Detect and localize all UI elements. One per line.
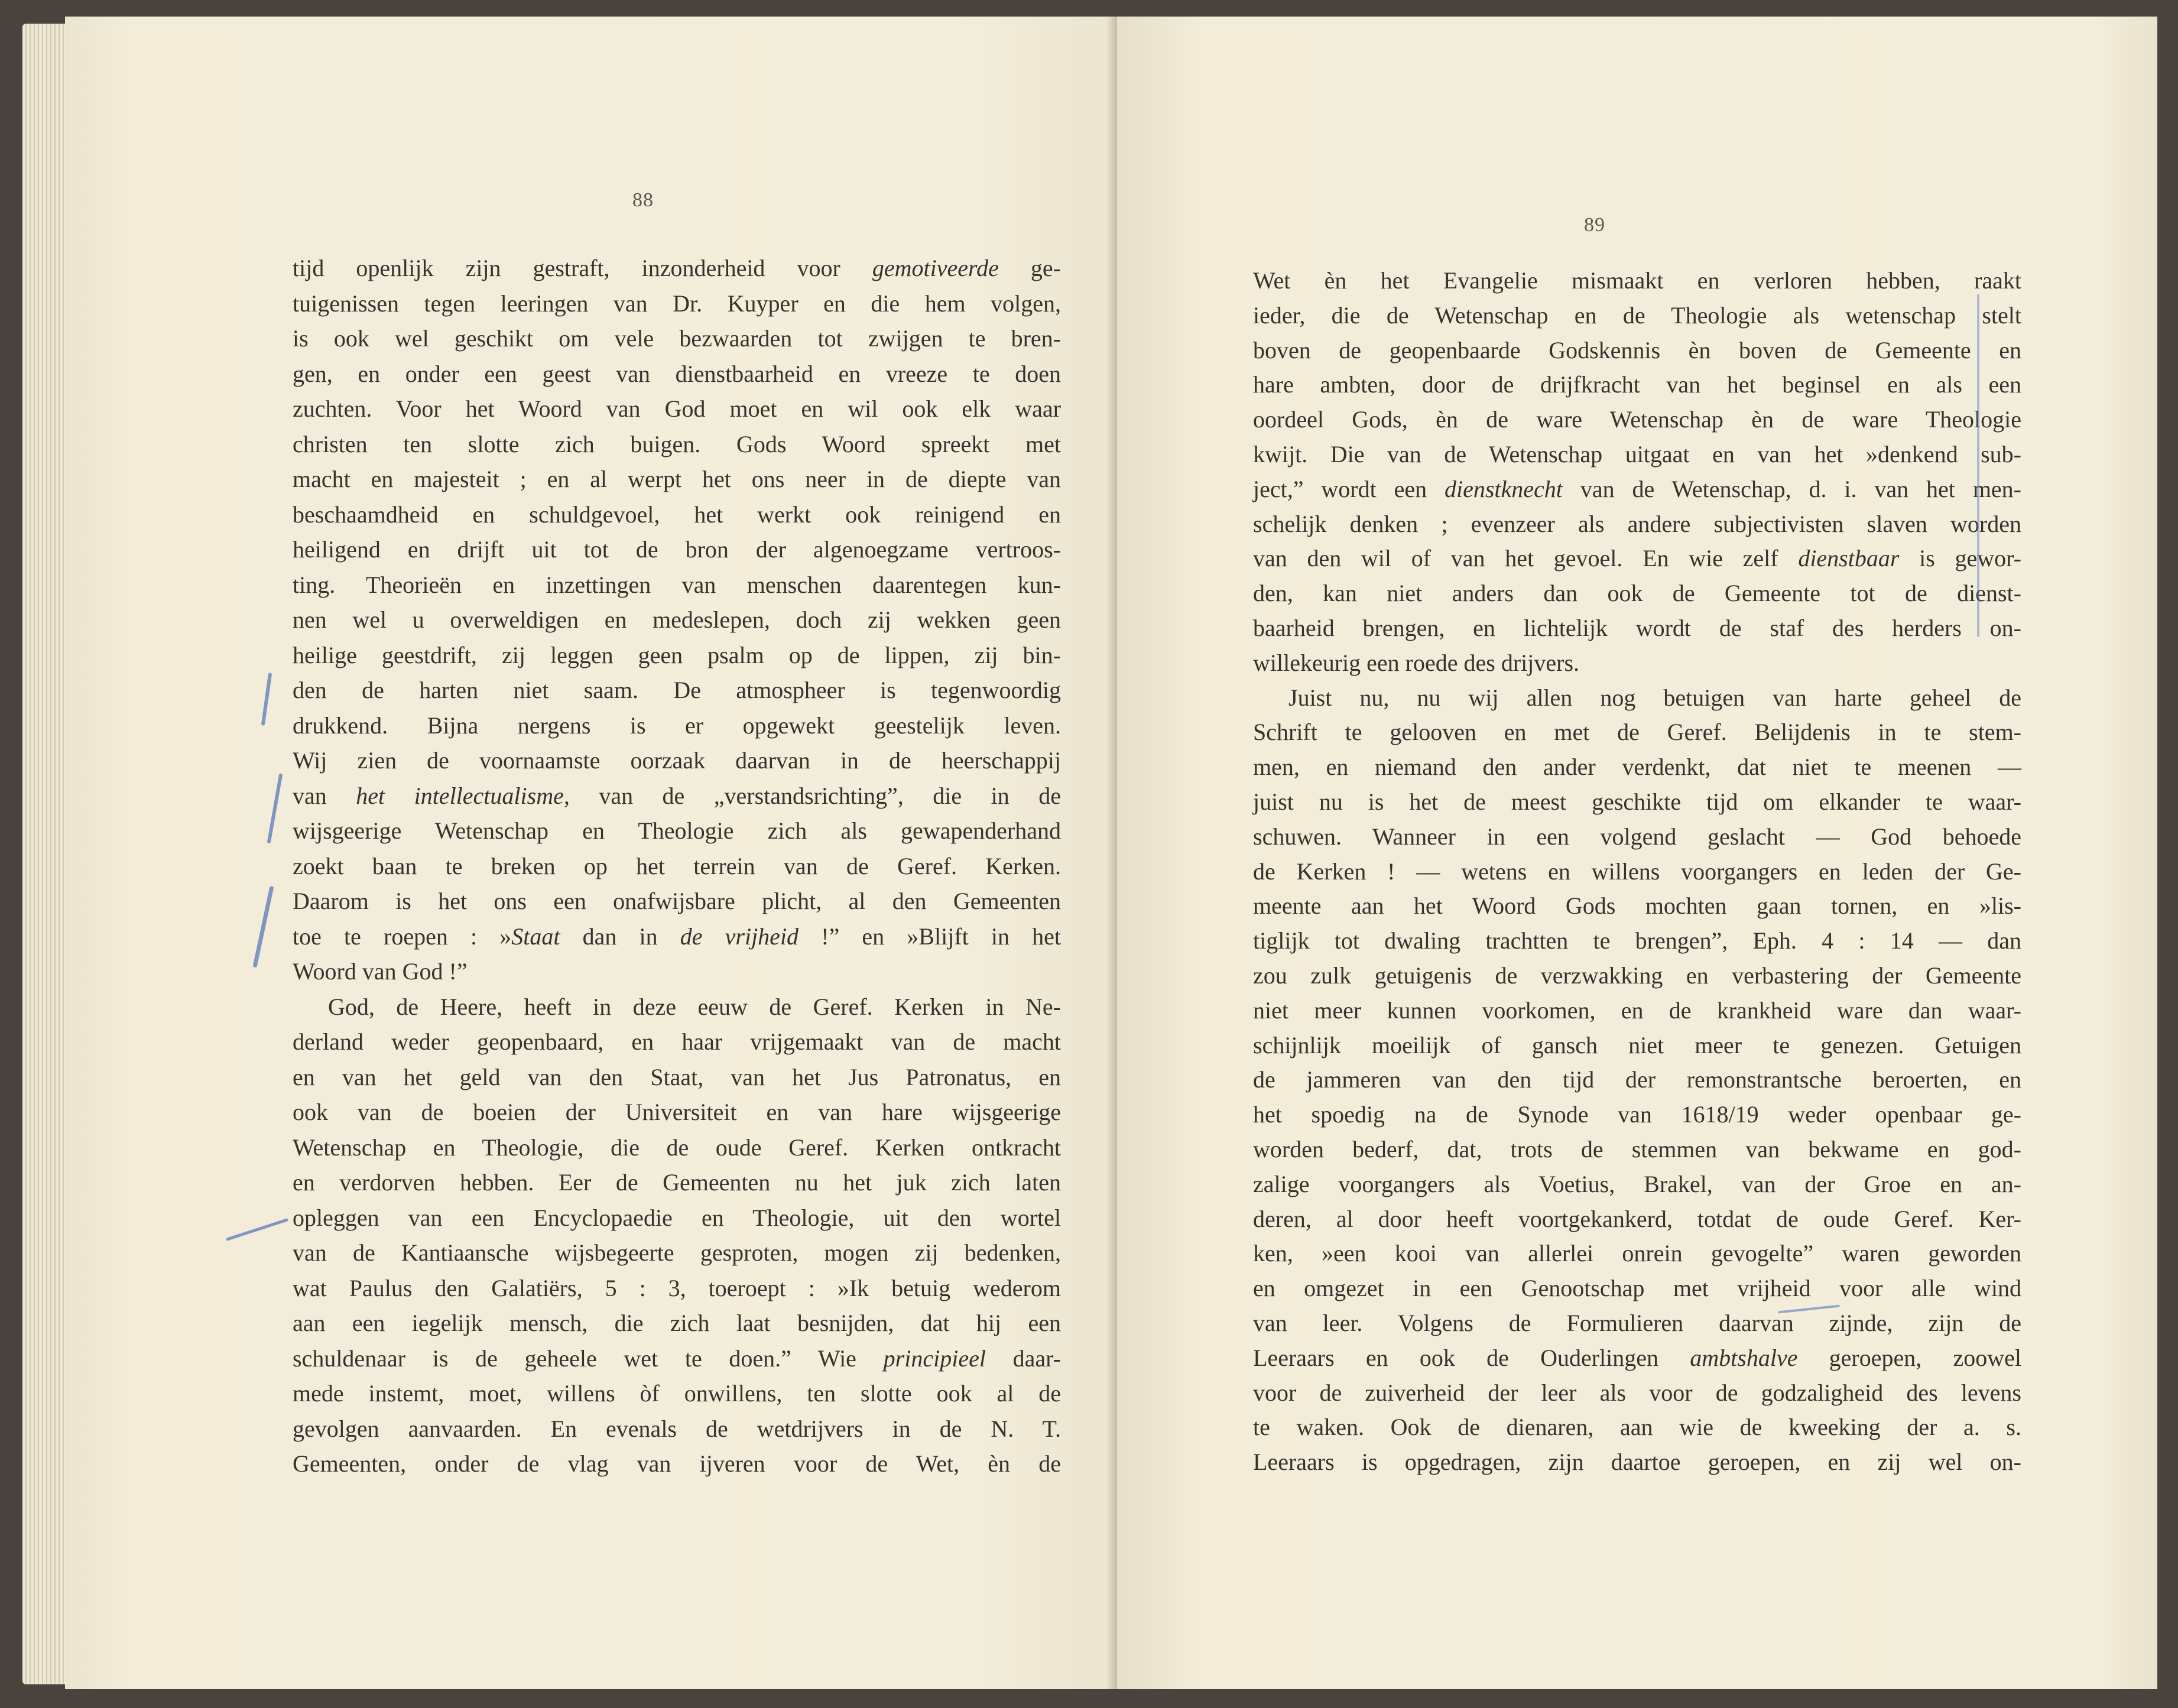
text-segment: en van het geld van den Staat, van het Jus Patronatus, en (293, 1063, 1061, 1090)
text-segment: gevolgen aanvaarden. En evenals de wetdrijvers in de N. T. (293, 1415, 1061, 1442)
page-number-left: 88 (632, 189, 654, 211)
text-line (293, 497, 1061, 532)
text-segment: tuigenissen tegen leeringen van Dr. Kuyper en die hem volgen, (293, 290, 1061, 317)
text-segment: christen ten slotte zich buigen. Gods Woord spreekt met (293, 430, 1061, 457)
text-segment: Wij zien de voornaamste oorzaak daarvan in de heerschappij (293, 747, 1061, 774)
text-line (1253, 1202, 2021, 1237)
text-segment: oordeel Gods, èn de ware Wetenschap èn de ware Theologie (1253, 406, 2021, 433)
text-segment: het spoedig na de Synode van 1618/19 weder openbaar ge- (1253, 1101, 2021, 1128)
pencil-mark (261, 673, 272, 726)
text-segment: van leer. Volgens de Formulieren daarvan zijnde, zijn de (1253, 1309, 2021, 1336)
text-segment: boven de geopenbaarde Godskennis èn boven de Gemeente en (1253, 336, 2021, 363)
text-line (293, 1130, 1061, 1165)
text-segment: Leeraars is opgedragen, zijn daartoe geroepen, en zij wel on- (1253, 1449, 2021, 1476)
text-segment: tiglijk tot dwaling trachtten te brengen”, Eph. 4 : 14 — dan (1253, 927, 2021, 954)
text-segment: is gewor- (1899, 545, 2021, 572)
text-line (1253, 646, 2021, 681)
text-line (1253, 264, 2021, 298)
text-segment: de Kerken ! — wetens en willens voorgangers en leden der Ge- (1253, 858, 2021, 885)
text-segment: ken, »een kooi van allerlei onrein gevogelte” waren geworden (1253, 1240, 2021, 1267)
text-line (293, 567, 1061, 603)
text-segment: ieder, die de Wetenschap en de Theologie als wetenschap stelt (1253, 301, 2021, 329)
text-line (293, 1095, 1061, 1130)
text-line (293, 1341, 1061, 1376)
text-segment: zalige voorgangers als Voetius, Brakel, van der Groe en an- (1253, 1170, 2021, 1197)
text-line (293, 356, 1061, 392)
text-line (1253, 820, 2021, 855)
text-segment: heilige geestdrift, zij leggen geen psalm op de lippen, zij bin- (293, 641, 1061, 668)
text-line (1253, 855, 2021, 889)
text-segment: Woord van God !” (293, 958, 468, 985)
pencil-mark (253, 886, 274, 967)
text-segment: kwijt. Die van de Wetenschap uitgaat en van het »denkend sub- (1253, 440, 2021, 467)
text-line (293, 638, 1061, 673)
text-line (1253, 1271, 2021, 1306)
text-segment: hare ambten, door de drijfkracht van het beginsel en als een (1253, 371, 2021, 398)
left-page (65, 17, 1117, 1689)
text-segment: wijsgeerige Wetenschap en Theologie zich als gewapenderhand (293, 817, 1061, 844)
text-line (293, 673, 1061, 708)
italic-text: dienstbaar (1798, 545, 1900, 572)
text-segment: van de „verstandsrichting”, die in de (569, 782, 1061, 809)
text-segment: ook van de boeien der Universiteit en van hare wijsgeerige (293, 1099, 1061, 1125)
text-line (293, 778, 1061, 814)
text-segment: zoekt baan te breken op het terrein van de Geref. Kerken. (293, 852, 1061, 879)
text-segment: ject,” wordt een (1253, 475, 1445, 502)
text-line (1253, 576, 2021, 611)
text-line (293, 919, 1061, 954)
text-line (293, 1306, 1061, 1341)
pencil-mark (226, 1218, 288, 1241)
text-line (1253, 333, 2021, 368)
text-line (293, 1165, 1061, 1200)
text-line (293, 1235, 1061, 1271)
text-segment: en verdorven hebben. Eer de Gemeenten nu het juk zich laten (293, 1169, 1061, 1196)
text-line (1253, 1132, 2021, 1167)
text-line (293, 391, 1061, 427)
text-segment: van den wil of van het gevoel. En wie zelf (1253, 545, 1799, 572)
text-segment: deren, al door heeft voortgekankerd, totdat de oude Geref. Ker- (1253, 1205, 2021, 1232)
text-line (1253, 1445, 2021, 1480)
text-line (1253, 1236, 2021, 1271)
text-line (293, 708, 1061, 743)
text-segment: tijd openlijk zijn gestraft, inzonderheid voor (293, 255, 872, 281)
pencil-mark (267, 773, 283, 843)
text-line (1253, 681, 2021, 716)
text-segment: daar- (985, 1345, 1061, 1372)
text-segment: zuchten. Voor het Woord van God moet en wil ook elk waar (293, 395, 1061, 422)
text-segment: Wetenschap en Theologie, die de oude Geref. Kerken ontkracht (293, 1134, 1061, 1161)
text-line (1253, 993, 2021, 1028)
italic-text: principieel (883, 1345, 986, 1372)
text-segment: aan een iegelijk mensch, die zich laat besnijden, dat hij een (293, 1310, 1061, 1336)
text-line (293, 1271, 1061, 1306)
text-segment: den, kan niet anders dan ook de Gemeente tot de dienst- (1253, 580, 2021, 607)
text-segment: God, de Heere, heeft in deze eeuw de Geref. Kerken in Ne- (328, 993, 1061, 1020)
text-segment: niet meer kunnen voorkomen, en de krankheid ware dan waar- (1253, 996, 2021, 1024)
text-line (293, 286, 1061, 322)
text-line (293, 532, 1061, 567)
italic-text: de vrijheid (680, 923, 799, 950)
text-segment: van de Wetenschap, d. i. van het men- (1562, 475, 2021, 502)
text-segment: geroepen, zoowel (1797, 1344, 2022, 1371)
text-segment: meente aan het Woord Gods mochten gaan tornen, en »lis- (1253, 892, 2021, 920)
text-line (1253, 1028, 2021, 1063)
text-segment: schuldenaar is de geheele wet te doen.” Wie (293, 1345, 884, 1372)
text-line (293, 1024, 1061, 1060)
text-segment: de jammeren van den tijd der remonstrantsche beroerten, en (1253, 1066, 2021, 1093)
text-segment: !” en »Blijft in het (799, 923, 1062, 950)
text-segment: juist nu is het de meest geschikte tijd om elkander te waar- (1253, 788, 2021, 815)
text-line (1253, 1306, 2021, 1341)
text-segment: voor de zuiverheid der leer als voor de godzaligheid des levens (1253, 1379, 2021, 1406)
text-segment: toe te roepen : » (293, 923, 512, 950)
text-line (1253, 1167, 2021, 1202)
text-segment: mede instemt, moet, willens òf onwillens, ten slotte ook al de (293, 1380, 1061, 1407)
text-line (293, 989, 1061, 1025)
text-line (1253, 611, 2021, 646)
text-segment: den de harten niet saam. De atmospheer is tegenwoordig (293, 677, 1061, 703)
text-line (1253, 785, 2021, 820)
text-segment: zou zulk getuigenis de verzwakking en verbastering der Gemeente (1253, 962, 2021, 989)
text-line (293, 1411, 1061, 1447)
italic-text: ambtshalve (1690, 1344, 1798, 1371)
text-segment: macht en majesteit ; en al werpt het ons neer in de diepte van (293, 466, 1061, 492)
text-line (293, 462, 1061, 497)
text-segment: men, en niemand den ander verdenkt, dat niet te meenen — (1253, 754, 2021, 781)
text-line (293, 1060, 1061, 1095)
text-line (1253, 437, 2021, 472)
text-segment: willekeurig een roede des drijvers. (1253, 649, 1580, 676)
text-line (1253, 472, 2021, 507)
text-line (1253, 750, 2021, 785)
text-segment: Juist nu, nu wij allen nog betuigen van harte geheel de (1288, 684, 2021, 711)
text-segment: beschaamdheid en schuldgevoel, het werkt ook reinigend en (293, 501, 1061, 528)
right-page (1117, 17, 2157, 1689)
text-line (293, 321, 1061, 356)
text-line (293, 1376, 1061, 1411)
text-segment: Gemeenten, onder de vlag van ijveren voor de Wet, èn de (293, 1450, 1061, 1477)
text-line (293, 743, 1061, 778)
text-line (293, 813, 1061, 849)
text-segment: dan in (560, 923, 680, 950)
text-segment: heiligend en drijft uit tot de bron der algenoegzame vertroos- (293, 536, 1061, 563)
text-line (1253, 1376, 2021, 1411)
text-segment: en omgezet in een Genootschap met vrijheid voor alle wind (1253, 1275, 2021, 1302)
text-segment: derland weder geopenbaard, en haar vrijgemaakt van de macht (293, 1028, 1061, 1055)
text-line (293, 427, 1061, 462)
text-segment: schelijk denken ; evenzeer als andere subjectivisten slaven worden (1253, 510, 2021, 537)
text-line (1253, 889, 2021, 924)
text-line (293, 1200, 1061, 1236)
italic-text: dienstknecht (1445, 475, 1563, 502)
text-segment: opleggen van een Encyclopaedie en Theologie, uit den wortel (293, 1204, 1061, 1231)
text-segment: Schrift te gelooven en met de Geref. Belijdenis in te stem- (1253, 719, 2021, 746)
right-page-text (1253, 264, 2021, 1480)
text-line (1253, 402, 2021, 437)
text-segment: van (293, 782, 356, 809)
text-segment: Daarom is het ons een onafwijsbare plicht, al den Gemeenten (293, 888, 1061, 914)
text-segment: baarheid brengen, en lichtelijk wordt de staf des herders on- (1253, 614, 2021, 641)
text-line (1253, 1063, 2021, 1097)
italic-text: Staat (511, 923, 560, 950)
text-line (293, 1446, 1061, 1482)
italic-text: het intellectualisme, (356, 782, 570, 809)
text-line (293, 884, 1061, 919)
text-segment: ge- (998, 255, 1062, 281)
text-line (293, 602, 1061, 638)
text-segment: worden bederf, dat, trots de stemmen van bekwame en god- (1253, 1135, 2021, 1163)
italic-text: gemotiveerde (872, 255, 999, 281)
text-line (1253, 368, 2021, 402)
text-line (293, 954, 1061, 989)
text-line (1253, 1097, 2021, 1132)
text-segment: schuwen. Wanneer in een volgend geslacht — God behoede (1253, 823, 2021, 850)
text-line (293, 251, 1061, 286)
text-line (1253, 924, 2021, 959)
page-number-right: 89 (1584, 214, 1605, 236)
text-segment: Wet èn het Evangelie mismaakt en verloren hebben, raakt (1253, 267, 2021, 294)
text-line (1253, 715, 2021, 750)
text-segment: te waken. Ook de dienaren, aan wie de kweeking der a. s. (1253, 1414, 2021, 1441)
left-page-text (293, 251, 1061, 1482)
text-line (1253, 541, 2021, 576)
text-segment: Leeraars en ook de Ouderlingen (1253, 1344, 1690, 1371)
text-line (1253, 1410, 2021, 1445)
text-segment: ting. Theorieën en inzettingen van menschen daarentegen kun- (293, 571, 1061, 598)
text-segment: schijnlijk moeilijk of gansch niet meer te genezen. Getuigen (1253, 1031, 2021, 1058)
text-segment: van de Kantiaansche wijsbegeerte gesproten, mogen zij bedenken, (293, 1239, 1061, 1266)
text-segment: nen wel u overweldigen en medeslepen, doch zij wekken geen (293, 606, 1061, 633)
text-segment: drukkend. Bijna nergens is er opgewekt geestelijk leven. (293, 712, 1061, 739)
pencil-mark (1977, 294, 1979, 637)
text-line (1253, 1341, 2021, 1376)
text-line (1253, 959, 2021, 993)
text-segment: wat Paulus den Galatiërs, 5 : 3, toeroept : »Ik betuig wederom (293, 1274, 1061, 1301)
text-line (293, 849, 1061, 884)
text-segment: is ook wel geschikt om vele bezwaarden tot zwijgen te bren- (293, 325, 1061, 352)
text-segment: gen, en onder een geest van dienstbaarheid en vreeze te doen (293, 360, 1061, 387)
text-line (1253, 298, 2021, 333)
text-line (1253, 507, 2021, 542)
